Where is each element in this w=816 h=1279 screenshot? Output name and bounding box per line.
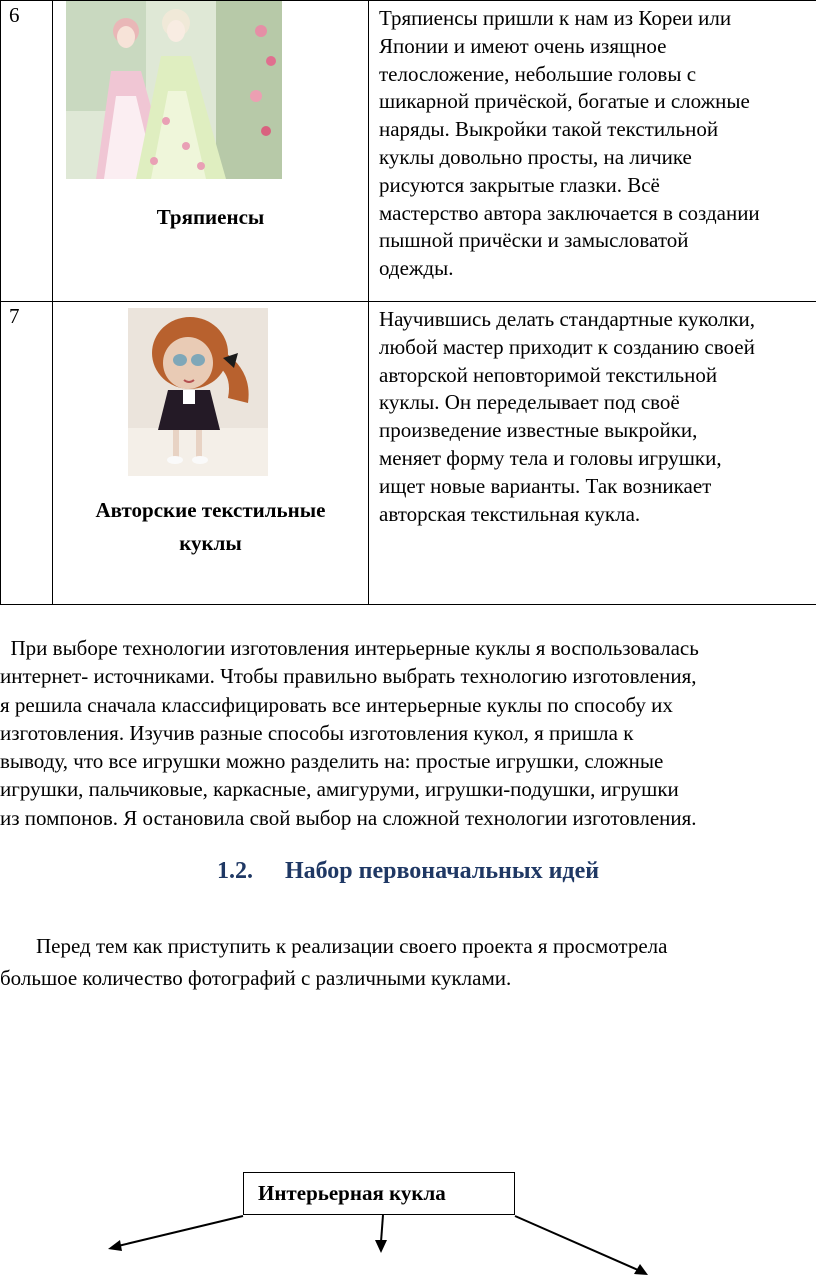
scheme-arrows: [0, 1200, 816, 1279]
arrow-center-head: [375, 1240, 387, 1253]
row-description: Научившись делать стандартные куколки, любой мастер приходит к созданию своей авторской неповторимой текстильной куклы. Он переделывает под своё произведение известные выкройки, меняет форму тела и головы игрушки, ищет новые варианты. Так возникает авторская текстильная кукла.: [369, 302, 816, 605]
arrow-left: [118, 1216, 243, 1246]
arrow-right: [515, 1216, 638, 1270]
row-caption: Авторские текстильные куклы: [95, 498, 326, 555]
row-caption: Тряпиенсы: [156, 205, 265, 229]
ideas-paragraph: Перед тем как приступить к реализации своего проекта я просмотрела большое количество фотографий с различными куклами.: [0, 934, 668, 990]
row-number: 7: [1, 302, 53, 605]
row-description: Тряпиенсы пришли к нам из Кореи или Японии и имеют очень изящное телосложение, небольшие головы с шикарной причёской, богатые и сложные наряды. Выкройки такой текстильной куклы довольно просты, на личике рисуются закрытые глазки. Всё мастерство автора заключается в создании пышной причёски и замысловатой одежды.: [369, 1, 816, 302]
technology-paragraph: При выборе технологии изготовления интерьерные куклы я воспользовалась интернет- источниками. Чтобы правильно выбрать технологию изготовления, я решила сначала классифицировать все интерьерные куклы по способу их изготовления. Изучив разные способы изготовления кукол, я пришла к выводу, что все игрушки можно разделить на: простые игрушки, сложные игрушки, пальчиковые, каркасные, амигуруми, игрушки-подушки, игрушки из помпонов. Я остановила свой выбор на сложной технологии изготовления.: [0, 636, 699, 830]
arrow-center: [381, 1215, 383, 1242]
row-number: 6: [1, 1, 53, 302]
section-number: 1.2.: [216, 858, 253, 884]
scheme-root-box: Интерьерная кукла: [243, 1172, 515, 1215]
author-doll-photo: [128, 308, 268, 476]
dolls-table: [0, 0, 816, 605]
tryapiens-doll-photo: [66, 1, 282, 179]
section-title: Набор первоначальных идей: [284, 858, 600, 884]
arrow-left-head: [108, 1240, 122, 1251]
table-row: [1, 1, 816, 302]
table-row: [1, 302, 816, 605]
section-heading: [0, 858, 816, 885]
